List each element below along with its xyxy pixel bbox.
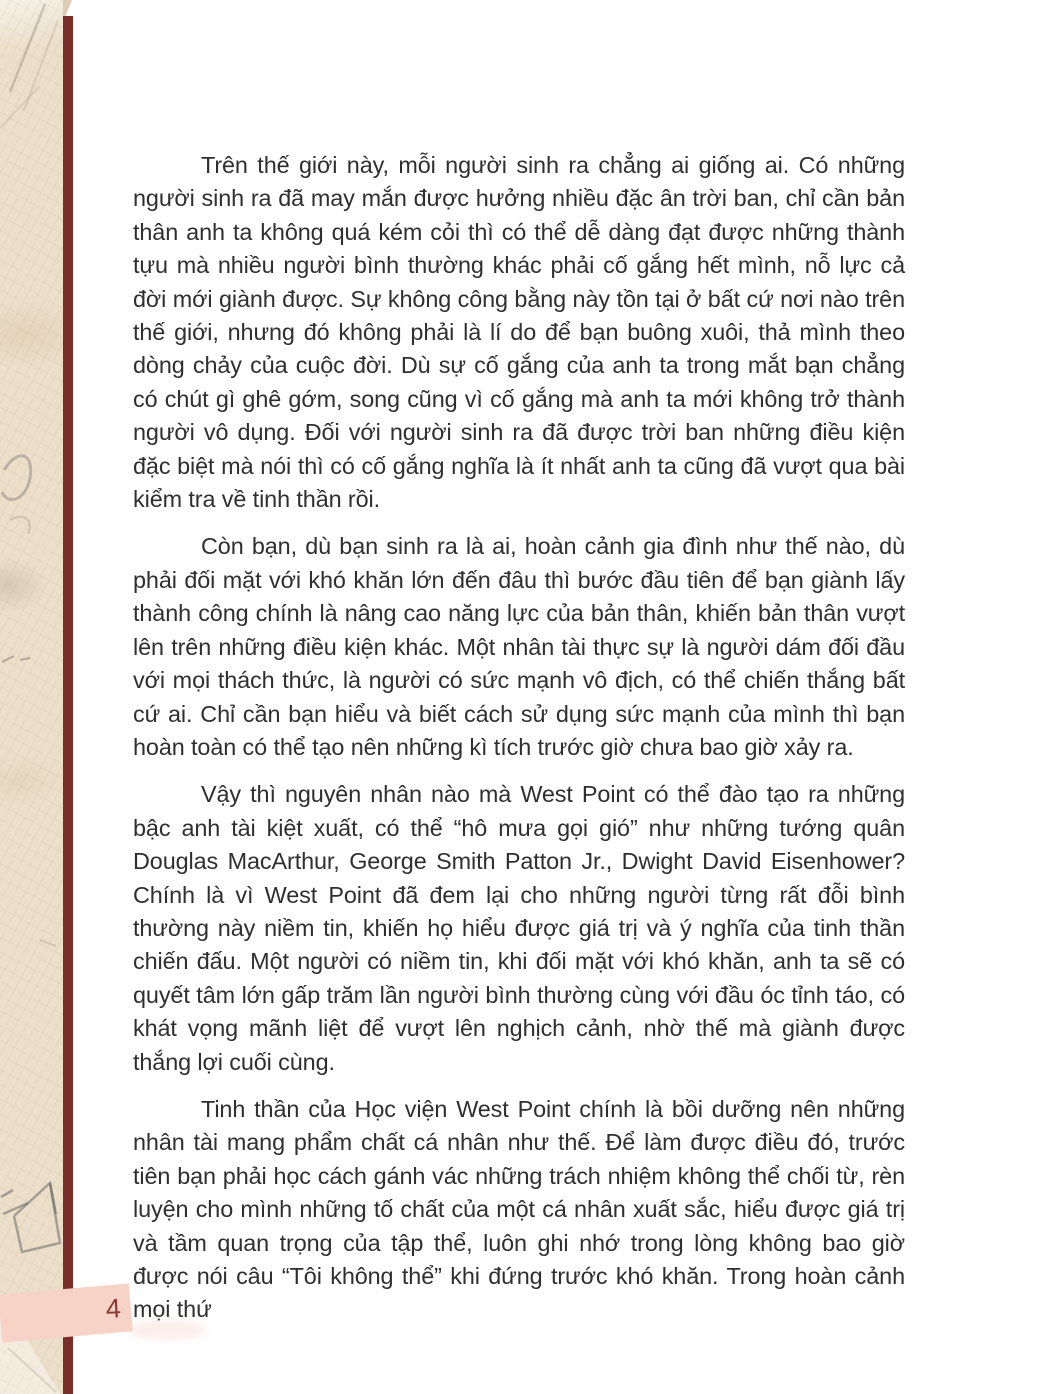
body-paragraph: Vậy thì nguyên nhân nào mà West Point có thể đào tạo ra những bậc anh tài kiệt xuất, có thể “hô mưa gọi gió” như những tướng quân Douglas MacArthur, George Smith Patton Jr., Dwight David Eisenhower? Chính là vì West Point đã đem lại cho những người từng rất đỗi bình thường này niềm tin, khiến họ hiểu được giá trị và ý nghĩa của tinh thần chiến đấu. Một người có niềm tin, khi đối mặt với khó khăn, anh ta sẽ có quyết tâm lớn gấp trăm lần người bình thường cùng với đầu óc tỉnh táo, có khát vọng mãnh liệt để vượt lên nghịch cảnh, nhờ thế mà giành được thắng lợi cuối cùng. <box>133 781 905 1075</box>
page-number-tab <box>0 1283 133 1342</box>
body-paragraph: Còn bạn, dù bạn sinh ra là ai, hoàn cảnh gia đình như thế nào, dù phải đối mặt với khó khăn lớn đến đâu thì bước đầu tiên để bạn giành lấy thành công chính là nâng cao năng lực của bản thân, khiến bản thân vượt lên trên những điều kiện khác. Một nhân tài thực sự là người dám đối đầu với mọi thách thức, là người có sức mạnh vô địch, có thể chiến thắng bất cứ ai. Chỉ cần bạn hiểu và biết cách sử dụng sức mạnh của mình thì bạn hoàn toàn có thể tạo nên những kì tích trước giờ chưa bao giờ xảy ra. <box>133 533 905 760</box>
page-tab-smudge <box>128 1320 206 1340</box>
body-paragraph: Tinh thần của Học viện West Point chính là bồi dưỡng nên những nhân tài mang phẩm chất cá nhân như thế. Để làm được điều đó, trước tiên bạn phải học cách gánh vác những trách nhiệm không thể chối từ, rèn luyện cho mình những tố chất của một cá nhân xuất sắc, hiểu được giá trị và tầm quan trọng của tập thể, luôn ghi nhớ trong lòng không bao giờ được nói câu “Tôi không thể” khi đứng trước khó khăn. Trong hoàn cảnh mọi thứ <box>133 1095 905 1323</box>
spine-accent-bar <box>63 16 73 1394</box>
page-number: 4 <box>104 1292 122 1324</box>
body-text-column <box>133 149 905 1341</box>
paper-margin-texture <box>0 0 63 1394</box>
body-paragraph: Trên thế giới này, mỗi người sinh ra chẳng ai giống ai. Có những người sinh ra đã may mắn được hưởng nhiều đặc ân trời ban, chỉ cần bản thân anh ta không quá kém cỏi thì có thể dễ dàng đạt được những thành tựu mà nhiều người bình thường khác phải cố gắng hết mình, nỗ lực cả đời mới giành được. Sự không công bằng này tồn tại ở bất cứ nơi nào trên thế giới, nhưng đó không phải là lí do để bạn buông xuôi, thả mình theo dòng chảy của cuộc đời. Dù sự cố gắng của anh ta trong mắt bạn chẳng có chút gì ghê gớm, song cũng vì cố gắng mà anh ta mới không trở thành người vô dụng. Đối với người sinh ra đã được trời ban những điều kiện đặc biệt mà nói thì có cố gắng nghĩa là ít nhất anh ta cũng đã vượt qua bài kiểm tra về tinh thần rồi. <box>133 152 905 513</box>
